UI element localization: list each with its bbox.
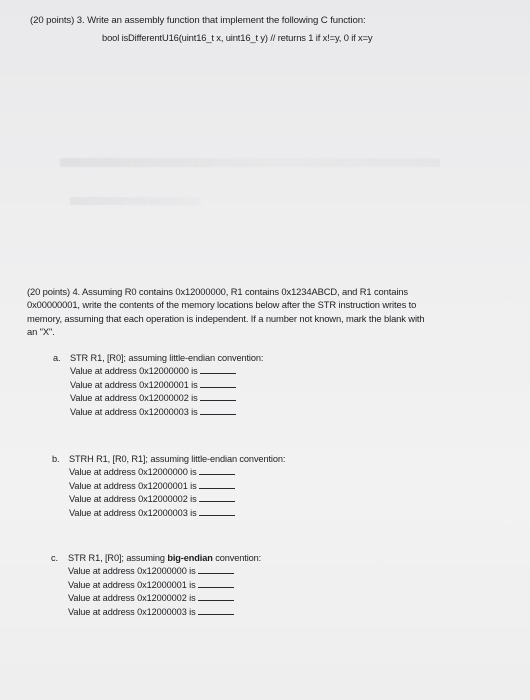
answer-blank[interactable] (198, 590, 234, 601)
address-list (53, 363, 263, 417)
address-label: Value at address 0x12000003 is (68, 606, 196, 617)
part-heading-text: STRH R1, [R0, R1]; assuming little-endian convention: (69, 454, 286, 464)
answer-blank[interactable] (199, 464, 235, 475)
address-row (69, 464, 285, 478)
address-row (69, 505, 285, 519)
address-label: Value at address 0x12000003 is (69, 507, 197, 518)
address-label: Value at address 0x12000001 is (70, 379, 198, 390)
answer-blank[interactable] (199, 478, 235, 489)
question-4-line: (20 points) 4. Assuming R0 contains 0x12000000, R1 contains 0x1234ABCD, and R1 contains (27, 286, 408, 297)
part-a (53, 353, 263, 417)
address-row (69, 491, 285, 505)
address-row (68, 577, 261, 591)
answer-blank[interactable] (199, 505, 235, 516)
question-4-prompt (27, 285, 492, 339)
part-a-heading (53, 353, 263, 363)
address-row (70, 390, 263, 404)
address-label: Value at address 0x12000002 is (68, 593, 196, 604)
address-row (70, 363, 263, 377)
address-label: Value at address 0x12000001 is (68, 579, 196, 590)
address-row (70, 404, 263, 418)
part-heading-emphasis: big-endian (167, 553, 213, 563)
address-row (69, 478, 285, 492)
question-4-line: 0x00000001, write the contents of the memory locations below after the STR instruction writes to (27, 299, 417, 311)
bleed-through-shadow (70, 197, 200, 205)
answer-blank[interactable] (200, 404, 236, 415)
answer-blank[interactable] (198, 577, 234, 588)
address-label: Value at address 0x12000000 is (69, 467, 197, 477)
part-heading-text-end: convention: (212, 553, 262, 563)
part-letter: b. (52, 454, 60, 464)
question-3-title: (20 points) 3. Write an assembly function that implement the following C function: (30, 15, 366, 26)
question-3-function-signature: bool isDifferentU16(uint16_t x, uint16_t y) // returns 1 if x!=y, 0 if x=y (102, 32, 373, 43)
part-heading-text: STR R1, [R0]; assuming little-endian convention: (70, 353, 264, 363)
part-b (52, 454, 285, 518)
part-letter: c. (51, 553, 58, 563)
answer-blank[interactable] (198, 604, 234, 615)
address-list (52, 464, 285, 518)
address-label: Value at address 0x12000003 is (70, 406, 198, 417)
address-row (68, 590, 261, 604)
address-label: Value at address 0x12000000 is (68, 566, 196, 576)
address-list (51, 563, 261, 617)
answer-blank[interactable] (200, 363, 236, 374)
address-row (68, 563, 261, 577)
address-label: Value at address 0x12000001 is (69, 480, 197, 491)
question-4-line: an "X". (27, 326, 55, 338)
answer-blank[interactable] (200, 390, 236, 401)
part-c (51, 553, 261, 617)
bleed-through-shadow (60, 158, 440, 167)
part-b-heading (52, 454, 285, 464)
answer-blank[interactable] (200, 377, 236, 388)
part-c-heading (51, 553, 261, 563)
question-4-line: memory, assuming that each operation is independent. If a number not known, mark the blank with (27, 312, 425, 324)
address-label: Value at address 0x12000000 is (70, 366, 198, 376)
part-letter: a. (53, 353, 61, 363)
address-label: Value at address 0x12000002 is (70, 393, 198, 404)
address-label: Value at address 0x12000002 is (69, 494, 197, 505)
part-heading-text: STR R1, [R0]; assuming (68, 553, 168, 563)
answer-blank[interactable] (198, 563, 234, 574)
address-row (70, 377, 263, 391)
address-row (68, 604, 261, 618)
answer-blank[interactable] (199, 491, 235, 502)
